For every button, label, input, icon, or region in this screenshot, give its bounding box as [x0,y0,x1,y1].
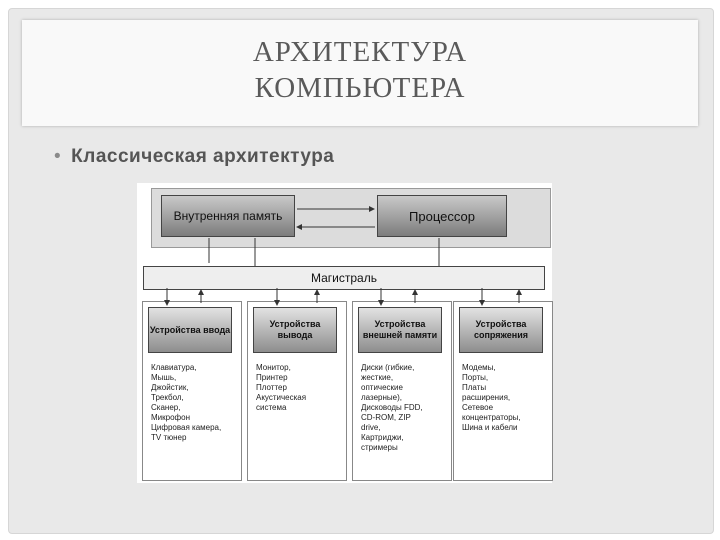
title-line-2: КОМПЬЮТЕРА [254,72,466,104]
storage-devices-list: Диски (гибкие, жесткие, оптические лазерные), Дисководы FDD, CD-ROM, ZIP drive, Картриджи, стримеры [361,363,423,452]
title-box [22,20,698,126]
slide-title [22,34,698,106]
bullet-text: Классическая архитектура [71,146,335,167]
interface-devices-list: Модемы, Порты, Платы расширения, Сетевое концентраторы, Шина и кабели [462,363,521,432]
internal-memory-label: Внутренняя память [173,209,283,223]
processor-label: Процессор [409,208,475,224]
diagram-connectors [137,183,552,483]
input-devices-list: Клавиатура, Мышь, Джойстик, Трекбол, Сканер, Микрофон Цифровая камера, ТV тюнер [151,363,222,442]
input-devices-header: Устройства ввода [149,324,231,335]
storage-devices-header: Устройства внешней памяти [362,319,438,340]
interface-devices-header: Устройства сопряжения [473,319,529,340]
output-devices-list: Монитор, Принтер Плоттер Акустическая система [256,363,307,412]
title-line-1: АРХИТЕКТУРА [252,36,468,68]
architecture-diagram [137,183,552,483]
output-devices-header: Устройства вывода [269,319,321,340]
bullet-item [54,146,334,168]
bullet-dot-icon: • [54,146,62,167]
bus-label: Магистраль [311,271,377,285]
